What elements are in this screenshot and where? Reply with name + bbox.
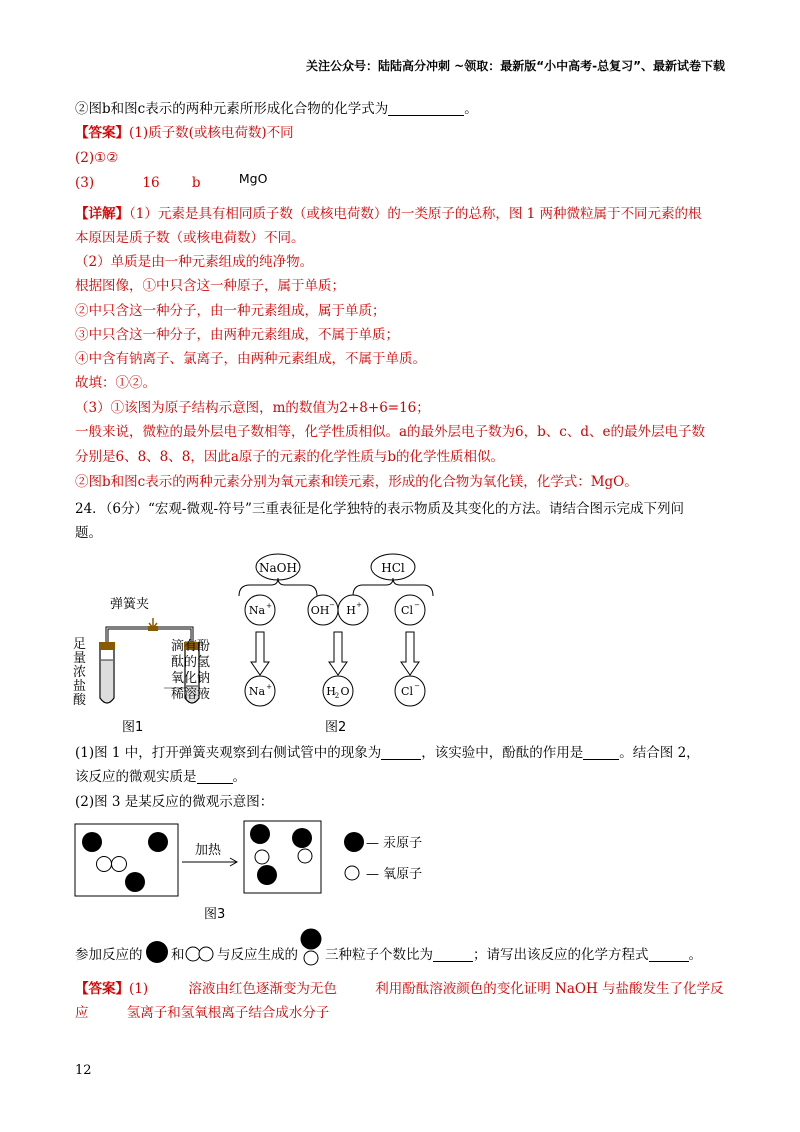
detail-line-5: ②中只含这一种分子，由一种元素组成，属于单质； [75, 303, 386, 319]
svg-text:Na: Na [248, 604, 266, 617]
mercury-atom [82, 832, 102, 852]
detail-line-11: 分别是6、8、8、8，因此a原子的元素的化学性质与b的化学性质相似。 [75, 449, 505, 465]
stopper-left [99, 642, 115, 650]
q24-part2-question: 参加反应的 和 与反应生成的 三种粒子个数比为 ；请写出该反应的化学方程式 。 [75, 928, 735, 968]
page-number: 12 [75, 1063, 92, 1078]
clip-body [148, 626, 158, 631]
mercury-atom [292, 828, 312, 848]
answer-blank[interactable] [197, 769, 233, 784]
mercury-atom [250, 824, 270, 844]
detail-line-4: 根据图像，①中只含这一种原子，属于单质； [75, 278, 345, 294]
legend-mercury-label: — 汞原子 [366, 836, 423, 851]
answer-blank[interactable] [433, 947, 473, 962]
legend-oxygen-icon [345, 866, 359, 880]
answer-label: 【答案】 [75, 981, 129, 997]
detail-line-1: 【详解】（1）元素是具有相同质子数（或核电荷数）的一类原子的总称，图 1 两种微粒属于不同元素的根 [75, 206, 702, 222]
q24-part2-line: (2)图 3 是某反应的微观示意图： [75, 794, 274, 810]
hcl-label: HCl [381, 561, 405, 575]
q24-part1-line2: 该反应的微观实质是 。 [75, 769, 246, 785]
detail-line-10: 一般来说，微粒的最外层电子数相等，化学性质相似。a的最外层电子数为6，b、c、d、e的最外层电子数 [75, 424, 705, 440]
svg-text:Cl: Cl [401, 604, 413, 617]
detail-label: 【详解】 [75, 206, 129, 222]
q23-part2: ②图b和图c表示的两种元素所形成化合物的化学式为 。 [75, 101, 478, 117]
oxygen-atom [298, 849, 312, 863]
liquid-left [101, 660, 113, 702]
mercury-atom [148, 832, 168, 852]
page-header: 关注公众号：陆陆高分冲刺 ~领取：最新版“小中高考-总复习”、最新试卷下载 [306, 59, 725, 73]
legend-mercury-icon [344, 832, 364, 852]
fig3-caption: 图3 [204, 907, 226, 922]
detail-line-6: ③中只含这一种分子，由两种元素组成，不属于单质； [75, 327, 399, 343]
mercury-atom [257, 865, 277, 885]
fig1-left-label: 足 量 浓 盐 酸 [73, 637, 87, 708]
detail-line-3: （2）单质是由一种元素组成的纯净物。 [75, 254, 314, 270]
mercury-atom [125, 872, 145, 892]
q24-answer-line1: 【答案】(1) 溶液由红色逐渐变为无色 利用酚酞溶液颜色的变化证明 NaOH 与盐酸发生了化学反 [75, 981, 724, 997]
detail-line-2: 本原因是质子数（或核电荷数）不同。 [75, 230, 305, 246]
fig1-caption: 图1 [122, 720, 144, 735]
arrow-down-icon [329, 632, 347, 675]
detail-line-9: （3）①该图为原子结构示意图，m的数值为2+8+6=16； [75, 400, 430, 416]
figure-2-ions [235, 548, 450, 713]
answer-blank[interactable] [583, 745, 619, 760]
svg-text:−: − [414, 682, 420, 690]
arrow-down-icon [401, 632, 419, 675]
fig1-right-label: 滴有酚 酞的氢 氧化钠 稀溶液 [171, 639, 211, 702]
svg-text:+: + [266, 602, 272, 610]
hcl-brace [353, 578, 433, 596]
heat-label: 加热 [194, 843, 222, 858]
svg-text:−: − [414, 601, 420, 609]
answer-blank[interactable] [649, 947, 689, 962]
naoh-label: NaOH [259, 561, 297, 575]
q23-part2-text: ②图b和图c表示的两种元素所形成化合物的化学式为 [75, 101, 389, 117]
answer-line-2: (2)①② [75, 150, 119, 166]
figure-3-reaction [70, 820, 450, 900]
q24-answer-line2: 应 氢离子和氢氧根离子结合成水分子 [75, 1005, 330, 1021]
legend-oxygen-label: — 氧原子 [366, 867, 423, 882]
oxygen-molecule-icon [185, 945, 215, 963]
answer-line-1: 【答案】(1)质子数(或核电荷数)不同 [75, 125, 294, 141]
q24-line-1: 24．（6分）“宏观-微观-符号”三重表征是化学独特的表示物质及其变化的方法。请结合图示完成下列问 [75, 501, 684, 517]
oxygen-atom [112, 857, 127, 872]
svg-text:2: 2 [334, 692, 340, 700]
answer-line-3: (3) 16 b MgO [75, 171, 268, 191]
answer-label: 【答案】 [75, 125, 129, 141]
q24-line-2: 题。 [75, 525, 102, 541]
svg-text:H: H [346, 604, 356, 617]
q24-part1-line1: (1)图 1 中，打开弹簧夹观察到右侧试管中的现象为 ，该实验中，酚酞的作用是 。结合图 2， [75, 745, 700, 761]
clip-label: 弹簧夹 [110, 597, 150, 612]
svg-text:Na: Na [248, 685, 266, 698]
naoh-brace [239, 578, 317, 596]
svg-text:+: + [266, 683, 272, 691]
detail-line-8: 故填：①②。 [75, 375, 156, 391]
svg-text:H: H [326, 685, 336, 698]
oxygen-atom [255, 850, 269, 864]
svg-text:OH: OH [310, 604, 330, 617]
svg-text:−: − [329, 601, 335, 609]
mercury-oxide-icon [299, 928, 323, 968]
svg-text:Cl: Cl [401, 685, 413, 698]
svg-text:+: + [356, 601, 362, 609]
oxygen-atom [97, 857, 112, 872]
svg-text:O: O [340, 685, 350, 698]
fig2-caption: 图2 [325, 720, 347, 735]
mercury-atom-icon [145, 940, 169, 964]
answer-blank[interactable] [381, 745, 421, 760]
detail-line-12: ②图b和图c表示的两种元素分别为氧元素和镁元素，形成的化合物为氧化镁，化学式：MgO。 [75, 474, 638, 490]
arrow-down-icon [251, 632, 269, 675]
detail-line-7: ④中含有钠离子、氯离子，由两种元素组成，不属于单质。 [75, 351, 426, 367]
answer-blank[interactable] [388, 101, 464, 116]
